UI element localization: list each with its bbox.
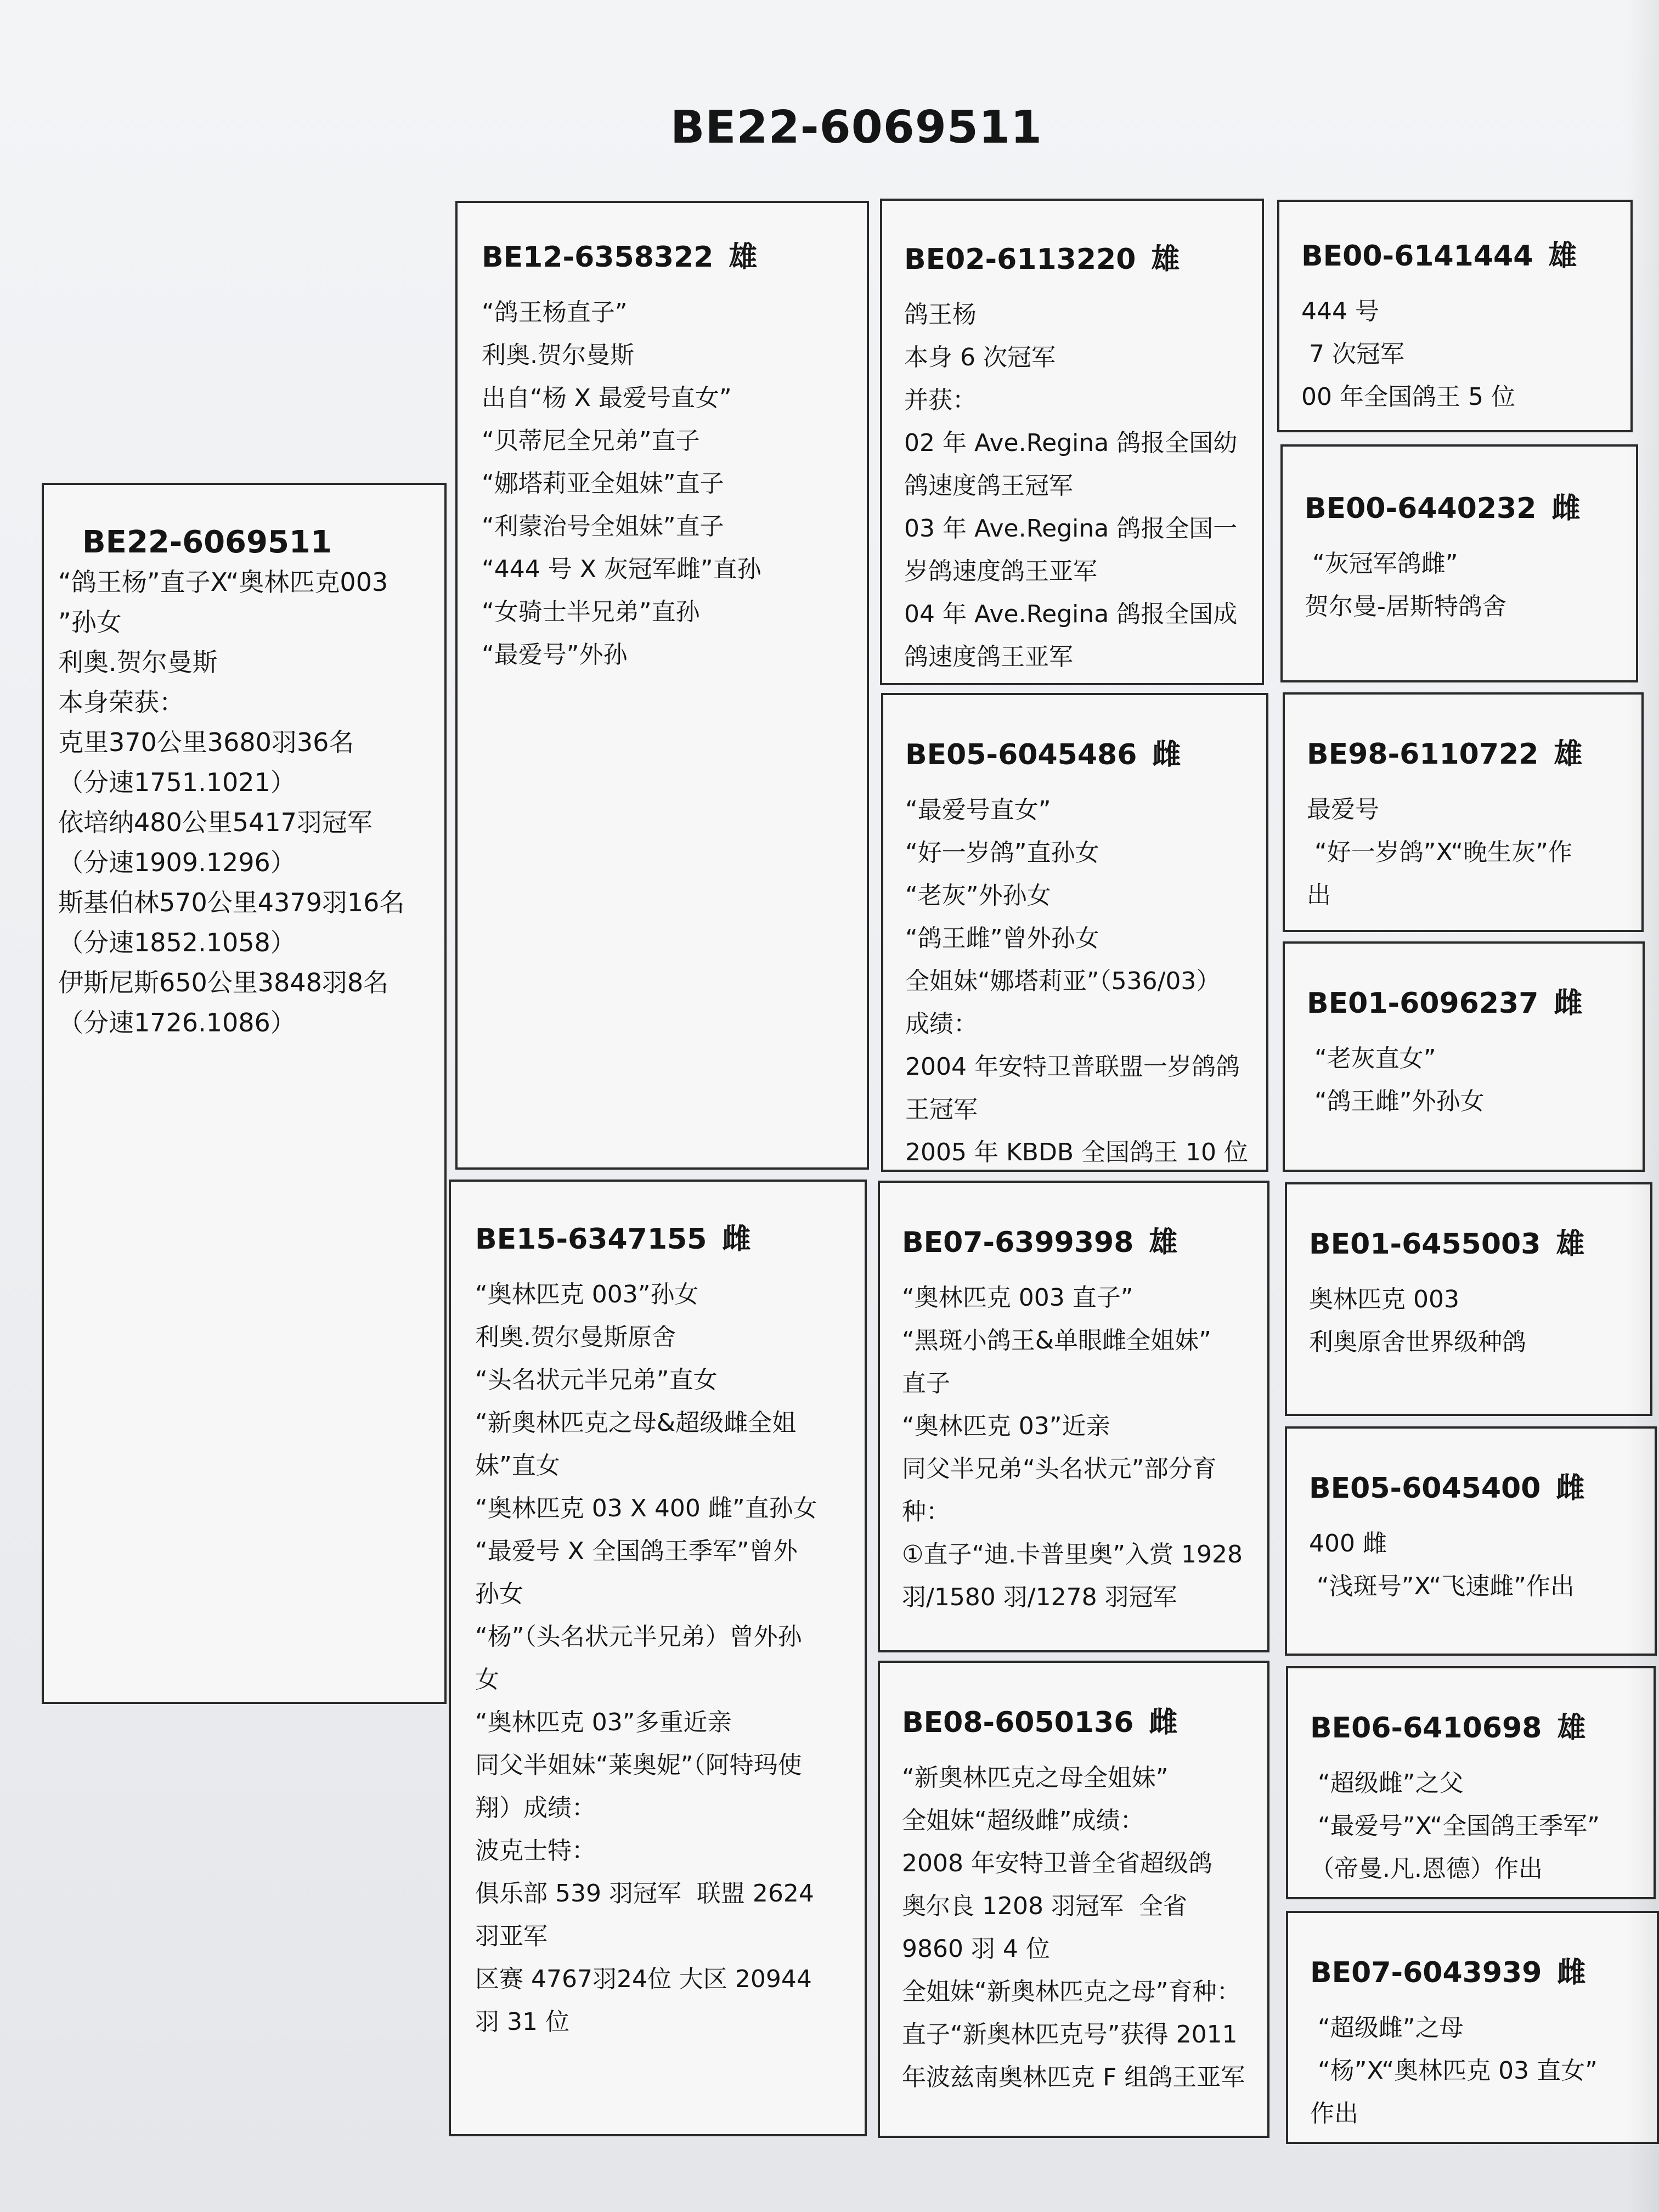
pedigree-notes bbox=[1310, 2007, 1646, 2135]
pedigree-line: （分速1852.1058） bbox=[58, 928, 296, 957]
pedigree-line: “奥林匹克 03 X 400 雌”直孙女 bbox=[475, 1494, 817, 1522]
pedigree-notes bbox=[902, 1757, 1254, 2099]
sex-label: 雌 bbox=[1554, 987, 1583, 1020]
pedigree-line: 并获： bbox=[904, 386, 977, 414]
pedigree-line: “奥林匹克 003 直子” bbox=[902, 1284, 1133, 1312]
ring-number: BE15-6347155 雌 bbox=[475, 1223, 751, 1256]
pedigree-line: 克里370公里3680羽36名 bbox=[58, 727, 354, 757]
pedigree-line: “浅斑号”X“飞速雌”作出 bbox=[1309, 1572, 1575, 1600]
pedigree-notes bbox=[1307, 788, 1630, 917]
pedigree-line: 种： bbox=[902, 1498, 950, 1526]
pedigree-line: 全姐妹“超级雌”成绩： bbox=[902, 1807, 1144, 1835]
pedigree-line: （帝曼.凡.恩德）作出 bbox=[1310, 1855, 1543, 1883]
pedigree-line: 最爱号 bbox=[1307, 795, 1379, 823]
sex-label: 雄 bbox=[1548, 240, 1577, 273]
pedigree-notes bbox=[1309, 1522, 1644, 1608]
pedigree-line: 王冠军 bbox=[905, 1096, 978, 1124]
ring-number: BE07-6043939 雌 bbox=[1310, 1956, 1586, 1989]
ring-number: BE08-6050136 雌 bbox=[902, 1706, 1178, 1739]
pedigree-notes bbox=[1309, 1278, 1639, 1364]
pigeon-card-dam-sire bbox=[878, 1181, 1269, 1652]
pedigree-line: “头名状元半兄弟”直女 bbox=[475, 1366, 718, 1394]
pedigree-line: “鸽王雌”曾外孙女 bbox=[905, 924, 1099, 952]
pedigree-line: “娜塔莉亚全姐妹”直子 bbox=[482, 470, 724, 498]
ring-number: BE07-6399398 雄 bbox=[902, 1226, 1178, 1259]
pigeon-card-sd-sire bbox=[1283, 692, 1644, 932]
pedigree-line: 出 bbox=[1307, 881, 1331, 909]
pedigree-line: “鸽王雌”外孙女 bbox=[1307, 1087, 1485, 1115]
ring-number: BE00-6440232 雌 bbox=[1305, 492, 1581, 525]
pedigree-notes bbox=[58, 562, 444, 1043]
pedigree-line: 9860 羽 4 位 bbox=[902, 1935, 1050, 1963]
pedigree-line: 本身荣获： bbox=[58, 687, 184, 717]
pedigree-line: “女骑士半兄弟”直孙 bbox=[482, 598, 700, 626]
pigeon-card-ss-sire bbox=[1277, 200, 1633, 432]
pedigree-line: 岁鸽速度鸽王亚军 bbox=[904, 557, 1097, 585]
ring-number: BE12-6358322 雄 bbox=[482, 241, 758, 274]
pedigree-line: 04 年 Ave.Regina 鸽报全国成 bbox=[904, 600, 1238, 628]
sex-label: 雄 bbox=[1149, 1226, 1178, 1259]
pedigree-notes bbox=[902, 1277, 1254, 1619]
ring-number: BE22-6069511 bbox=[82, 524, 332, 560]
pedigree-line: 400 雌 bbox=[1309, 1530, 1387, 1558]
ring-number: BE06-6410698 雄 bbox=[1310, 1712, 1586, 1745]
pedigree-line: 依培纳480公里5417羽冠军 bbox=[58, 808, 373, 837]
pedigree-line: 羽 31 位 bbox=[475, 2008, 569, 2036]
pedigree-line: “利蒙治号全姐妹”直子 bbox=[482, 512, 724, 540]
pedigree-line: （分速1909.1296） bbox=[58, 848, 296, 877]
pedigree-line: 全姐妹“娜塔莉亚”（536/03） bbox=[905, 967, 1221, 995]
pedigree-notes bbox=[1310, 1762, 1643, 1891]
pigeon-card-main bbox=[42, 483, 447, 1704]
pedigree-line: 俱乐部 539 羽冠军 联盟 2624 bbox=[475, 1880, 814, 1908]
pedigree-line: 羽/1580 羽/1278 羽冠军 bbox=[902, 1583, 1177, 1611]
pedigree-line: 03 年 Ave.Regina 鸽报全国一 bbox=[904, 515, 1238, 543]
pedigree-line: 鸽王杨 bbox=[904, 301, 977, 329]
pedigree-line: “奥林匹克 03”近亲 bbox=[902, 1412, 1110, 1440]
pedigree-line: “灰冠军鸽雌” bbox=[1305, 550, 1458, 578]
pedigree-line: 年波兹南奥林匹克 F 组鸽王亚军 bbox=[902, 2063, 1245, 2091]
page-title: BE22-6069511 bbox=[670, 101, 1043, 154]
pedigree-line: “好一岁鸽”X“晚生灰”作 bbox=[1307, 838, 1572, 866]
pedigree-line: 同父半兄弟“头名状元”部分育 bbox=[902, 1455, 1217, 1483]
pedigree-line: 鸽速度鸽王亚军 bbox=[904, 643, 1073, 671]
sex-label: 雌 bbox=[722, 1223, 751, 1256]
ring-number: BE05-6045400 雌 bbox=[1309, 1472, 1585, 1505]
ring-number: BE05-6045486 雌 bbox=[905, 738, 1181, 771]
pedigree-line: 鸽速度鸽王冠军 bbox=[904, 472, 1073, 500]
pedigree-line: “贝蒂尼全兄弟”直子 bbox=[482, 427, 700, 455]
pigeon-card-ds-dam bbox=[1285, 1426, 1657, 1656]
sex-label: 雌 bbox=[1152, 738, 1181, 771]
pigeon-card-dam bbox=[449, 1180, 867, 2136]
pedigree-notes bbox=[1305, 543, 1625, 628]
pedigree-line: 作出 bbox=[1310, 2100, 1358, 2128]
pedigree-line: （分速1726.1086） bbox=[58, 1008, 296, 1037]
pedigree-line: 妹”直女 bbox=[475, 1452, 560, 1480]
pedigree-line: 本身 6 次冠军 bbox=[904, 343, 1056, 371]
pedigree-line: 波克士特： bbox=[475, 1837, 596, 1865]
sex-label: 雌 bbox=[1149, 1706, 1178, 1739]
sex-label: 雌 bbox=[1556, 1472, 1585, 1505]
pedigree-line: 02 年 Ave.Regina 鸽报全国幼 bbox=[904, 429, 1238, 457]
pigeon-card-sire-dam bbox=[881, 693, 1268, 1172]
pedigree-line: “最爱号”外孙 bbox=[482, 641, 628, 669]
pedigree-line: “超级雌”之父 bbox=[1310, 1769, 1464, 1797]
pedigree-line: 斯基伯林570公里4379羽16名 bbox=[58, 888, 405, 917]
pedigree-line: “杨”X“奥林匹克 03 直女” bbox=[1310, 2057, 1598, 2085]
pedigree-line: 奥尔良 1208 羽冠军 全省 bbox=[902, 1892, 1187, 1920]
sex-label: 雌 bbox=[1551, 492, 1581, 525]
sex-label: 雌 bbox=[1557, 1956, 1586, 1989]
pedigree-line: 伊斯尼斯650公里3848羽8名 bbox=[58, 968, 389, 997]
pedigree-line: 利奥原舍世界级种鸽 bbox=[1309, 1328, 1526, 1356]
pedigree-notes bbox=[475, 1273, 851, 2044]
pedigree-notes bbox=[904, 294, 1249, 679]
pedigree-line: （分速1751.1021） bbox=[58, 768, 296, 797]
pedigree-line: “老灰直女” bbox=[1307, 1045, 1436, 1073]
pedigree-line: 利奥.贺尔曼斯 bbox=[58, 647, 218, 677]
pedigree-line: 奥林匹克 003 bbox=[1309, 1285, 1459, 1313]
ring-number: BE02-6113220 雄 bbox=[904, 243, 1180, 276]
sex-label: 雄 bbox=[1557, 1712, 1586, 1745]
pigeon-card-ds-sire bbox=[1285, 1182, 1652, 1416]
pedigree-line: 直子 bbox=[902, 1369, 950, 1397]
pedigree-line: “杨”（头名状元半兄弟）曾外孙 bbox=[475, 1623, 802, 1651]
pedigree-line: ①直子“迪.卡普里奥”入赏 1928 bbox=[902, 1541, 1243, 1568]
ring-number: BE98-6110722 雄 bbox=[1307, 738, 1583, 771]
pedigree-line: 同父半姐妹“莱奥妮”（阿特玛使 bbox=[475, 1751, 802, 1779]
pedigree-line: “444 号 X 灰冠军雌”直孙 bbox=[482, 555, 761, 583]
pedigree-line: 利奥.贺尔曼斯原舍 bbox=[475, 1323, 676, 1351]
pedigree-line: “奥林匹克 03”多重近亲 bbox=[475, 1708, 732, 1736]
sex-label: 雄 bbox=[1151, 243, 1180, 276]
pigeon-card-sire-sire bbox=[880, 199, 1264, 685]
pedigree-line: “最爱号”X“全国鸽王季军” bbox=[1310, 1812, 1600, 1840]
pigeon-card-dd-dam bbox=[1286, 1911, 1659, 2144]
pedigree-line: 孙女 bbox=[475, 1580, 523, 1608]
pedigree-line: ”孙女 bbox=[58, 607, 122, 637]
sex-label: 雄 bbox=[1554, 738, 1583, 771]
pedigree-line: “鸽王杨直子” bbox=[482, 298, 628, 326]
page-shadow bbox=[1626, 0, 1659, 2212]
pedigree-line: “奥林匹克 003”孙女 bbox=[475, 1280, 699, 1308]
pedigree-line: 贺尔曼-居斯特鸽舍 bbox=[1305, 592, 1506, 620]
pedigree-line: “新奥林匹克之母全姐妹” bbox=[902, 1764, 1169, 1792]
pedigree-line: “鸽王杨”直子X“奥林匹克003 bbox=[58, 567, 388, 597]
pedigree-line: 区赛 4767羽24位 大区 20944 bbox=[475, 1965, 812, 1993]
pedigree-notes bbox=[482, 291, 854, 676]
pedigree-line: 444 号 bbox=[1301, 297, 1379, 325]
pedigree-line: 7 次冠军 bbox=[1301, 340, 1404, 368]
pedigree-line: 翔）成绩： bbox=[475, 1794, 596, 1822]
sex-label: 雄 bbox=[1556, 1228, 1585, 1261]
ring-number: BE01-6455003 雄 bbox=[1309, 1228, 1585, 1261]
pigeon-card-ss-dam bbox=[1280, 444, 1638, 682]
pedigree-line: 2008 年安特卫普全省超级鸽 bbox=[902, 1849, 1212, 1877]
pedigree-line: “黑斑小鸽王&单眼雌全姐妹” bbox=[902, 1327, 1211, 1355]
pedigree-line: “好一岁鸽”直孙女 bbox=[905, 839, 1099, 867]
pedigree-line: 羽亚军 bbox=[475, 1922, 548, 1950]
pigeon-card-dd-sire bbox=[1286, 1666, 1656, 1899]
pedigree-line: 利奥.贺尔曼斯 bbox=[482, 341, 634, 369]
sex-label: 雄 bbox=[729, 241, 758, 274]
ring-number: BE00-6141444 雄 bbox=[1301, 240, 1577, 273]
pedigree-line: 全姐妹“新奥林匹克之母”育种： bbox=[902, 1978, 1241, 2006]
pigeon-card-sire bbox=[455, 201, 869, 1170]
pedigree-line: “最爱号直女” bbox=[905, 796, 1051, 824]
pedigree-line: “最爱号 X 全国鸽王季军”曾外 bbox=[475, 1537, 798, 1565]
pedigree-line: “老灰”外孙女 bbox=[905, 882, 1051, 910]
pedigree-line: 女 bbox=[475, 1666, 499, 1694]
pedigree-line: 2004 年安特卫普联盟一岁鸽鸽 bbox=[905, 1053, 1240, 1081]
pedigree-line: 直子“新奥林匹克号”获得 2011 bbox=[902, 2021, 1238, 2049]
pedigree-line: “超级雌”之母 bbox=[1310, 2014, 1464, 2042]
pedigree-line: 出自“杨 X 最爱号直女” bbox=[482, 384, 732, 412]
pedigree-line: 成绩： bbox=[905, 1010, 978, 1038]
pedigree-notes bbox=[905, 789, 1253, 1172]
pedigree-notes bbox=[1301, 290, 1620, 419]
pigeon-card-sd-dam bbox=[1283, 941, 1645, 1172]
pedigree-line: “新奥林匹克之母&超级雌全姐 bbox=[475, 1409, 797, 1437]
pedigree-notes bbox=[1307, 1037, 1632, 1123]
pedigree-line: 00 年全国鸽王 5 位 bbox=[1301, 383, 1515, 411]
pedigree-line: 2005 年 KBDB 全国鸽王 10 位 bbox=[905, 1138, 1249, 1166]
pigeon-card-dam-dam bbox=[878, 1661, 1269, 2138]
ring-number: BE01-6096237 雌 bbox=[1307, 987, 1583, 1020]
